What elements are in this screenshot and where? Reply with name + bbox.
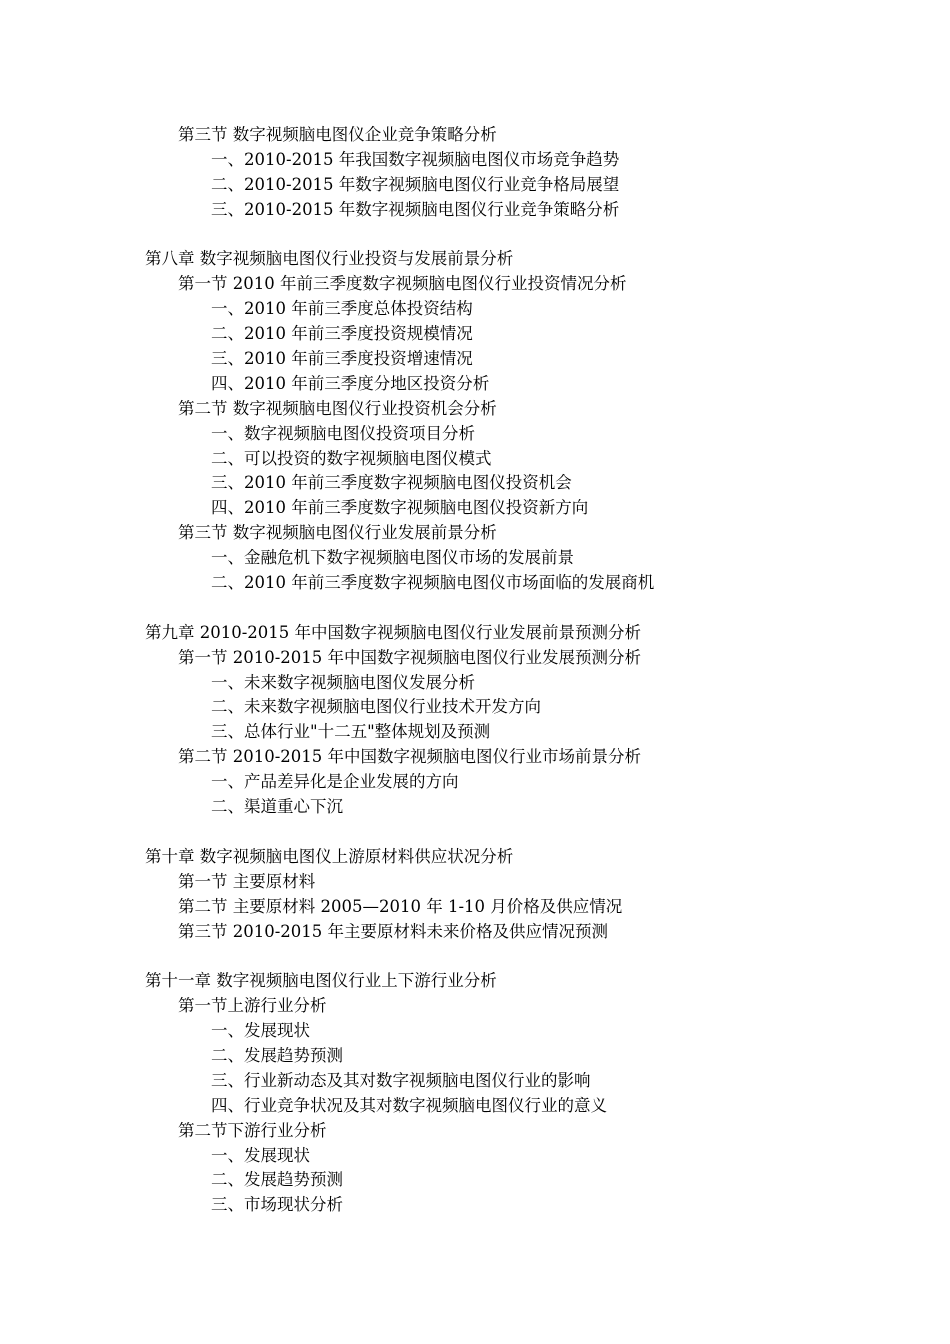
section-heading: 第二节 2010-2015 年中国数字视频脑电图仪行业市场前景分析 [178, 747, 642, 767]
list-item: 二、渠道重心下沉 [211, 797, 343, 817]
chapter-heading: 第十章 数字视频脑电图仪上游原材料供应状况分析 [145, 846, 514, 866]
list-item: 二、发展趋势预测 [211, 1045, 343, 1065]
section-heading: 第一节 2010 年前三季度数字视频脑电图仪行业投资情况分析 [178, 274, 627, 294]
chapter-heading: 第九章 2010-2015 年中国数字视频脑电图仪行业发展前景预测分析 [145, 622, 642, 642]
list-item: 二、未来数字视频脑电图仪行业技术开发方向 [211, 697, 541, 717]
list-item: 三、市场现状分析 [211, 1195, 343, 1215]
list-item: 一、未来数字视频脑电图仪发展分析 [211, 672, 475, 692]
list-item: 四、2010 年前三季度数字视频脑电图仪投资新方向 [211, 498, 589, 518]
section-heading: 第一节上游行业分析 [178, 996, 327, 1016]
section-heading: 第一节 主要原材料 [178, 871, 316, 891]
section-heading: 第二节 数字视频脑电图仪行业投资机会分析 [178, 398, 497, 418]
list-item: 二、2010-2015 年数字视频脑电图仪行业竞争格局展望 [211, 174, 620, 194]
list-item: 三、2010-2015 年数字视频脑电图仪行业竞争策略分析 [211, 199, 620, 219]
section-heading: 第三节 数字视频脑电图仪行业发展前景分析 [178, 523, 497, 543]
list-item: 四、2010 年前三季度分地区投资分析 [211, 373, 490, 393]
list-item: 一、发展现状 [211, 1021, 310, 1041]
section-heading: 第一节 2010-2015 年中国数字视频脑电图仪行业发展预测分析 [178, 647, 642, 667]
blank-line [0, 820, 950, 845]
list-item: 二、可以投资的数字视频脑电图仪模式 [211, 448, 492, 468]
list-item: 二、发展趋势预测 [211, 1170, 343, 1190]
blank-line [0, 944, 950, 969]
table-of-contents [0, 123, 950, 1218]
list-item: 一、产品差异化是企业发展的方向 [211, 772, 459, 792]
list-item: 三、2010 年前三季度投资增速情况 [211, 349, 473, 369]
list-item: 二、2010 年前三季度数字视频脑电图仪市场面临的发展商机 [211, 573, 655, 593]
list-item: 二、2010 年前三季度投资规模情况 [211, 324, 473, 344]
section-heading: 第二节下游行业分析 [178, 1120, 327, 1140]
blank-line [0, 596, 950, 621]
list-item: 一、金融危机下数字视频脑电图仪市场的发展前景 [211, 548, 574, 568]
section-heading: 第三节 2010-2015 年主要原材料未来价格及供应情况预测 [178, 921, 609, 941]
chapter-heading: 第八章 数字视频脑电图仪行业投资与发展前景分析 [145, 249, 514, 269]
list-item: 一、数字视频脑电图仪投资项目分析 [211, 423, 475, 443]
blank-line [0, 223, 950, 248]
list-item: 三、总体行业"十二五"整体规划及预测 [211, 722, 491, 742]
section-heading: 第三节 数字视频脑电图仪企业竞争策略分析 [178, 125, 497, 144]
list-item: 一、发展现状 [211, 1145, 310, 1165]
list-item: 四、行业竞争状况及其对数字视频脑电图仪行业的意义 [211, 1095, 607, 1115]
list-item: 三、2010 年前三季度数字视频脑电图仪投资机会 [211, 473, 572, 493]
list-item: 三、行业新动态及其对数字视频脑电图仪行业的影响 [211, 1070, 591, 1090]
section-heading: 第二节 主要原材料 2005—2010 年 1-10 月价格及供应情况 [178, 896, 623, 916]
list-item: 一、2010-2015 年我国数字视频脑电图仪市场竞争趋势 [211, 149, 620, 169]
chapter-heading: 第十一章 数字视频脑电图仪行业上下游行业分析 [145, 971, 497, 991]
list-item: 一、2010 年前三季度总体投资结构 [211, 299, 473, 319]
